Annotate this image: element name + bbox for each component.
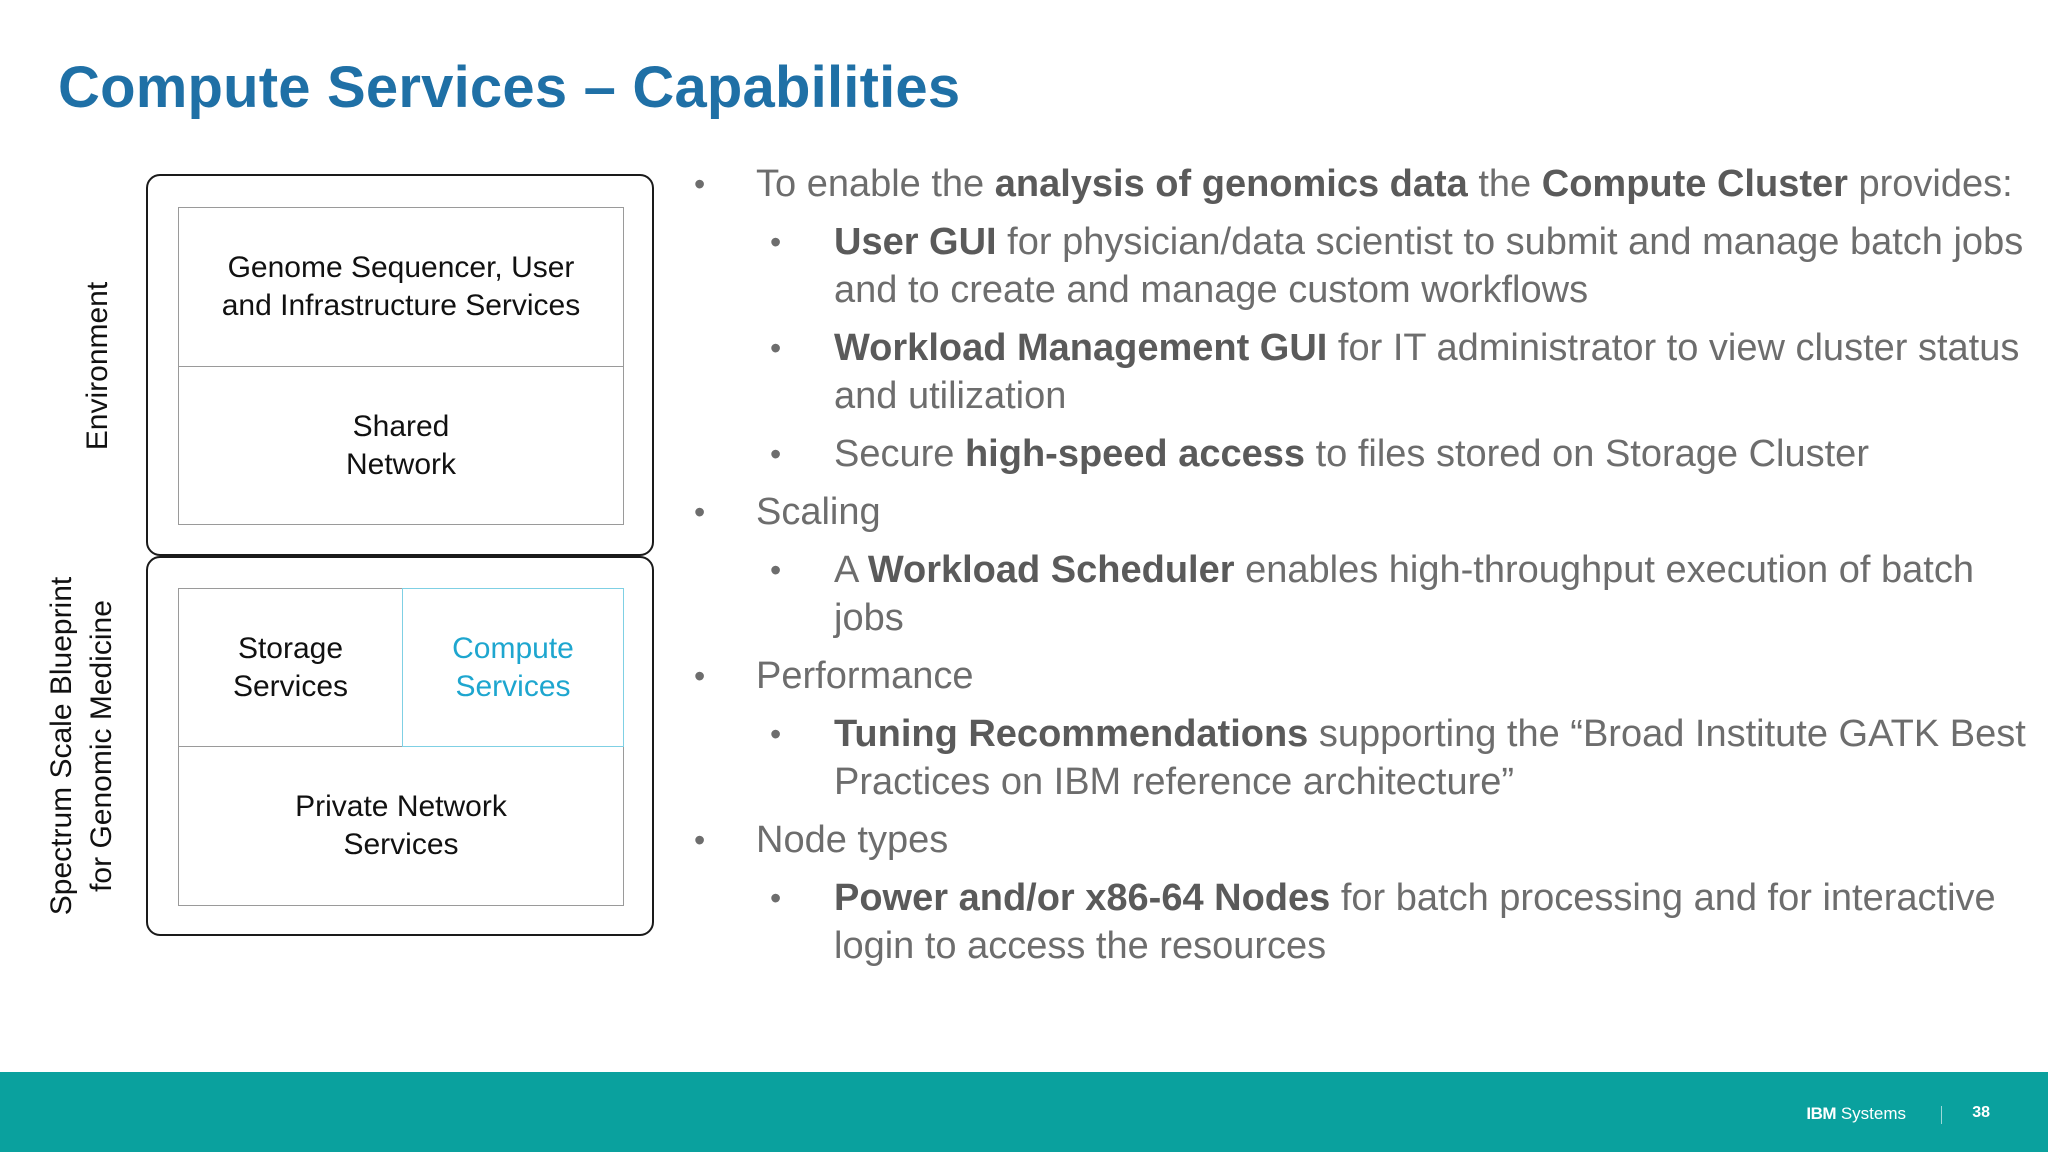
- bullet-text: supporting the “Broad Institute GATK Best Practices on IBM reference architecture”: [834, 713, 2026, 803]
- bullet-dot: •: [770, 880, 782, 916]
- storage-line1: Storage: [237, 631, 344, 665]
- blueprint-label: [42, 496, 122, 996]
- compute-line2: Services: [455, 669, 571, 703]
- bullet-dot: •: [694, 494, 706, 530]
- brand-rest: Systems: [1836, 1104, 1906, 1123]
- slide-title: Compute Services – Capabilities: [58, 55, 961, 120]
- environment-group: [146, 174, 654, 556]
- bullet-text: for physician/data scientist to submit and manage batch jobs and to create and manage custom workflows: [834, 221, 2024, 311]
- bullet-bold: Compute Cluster: [1541, 163, 1848, 205]
- bullet-text: Node types: [756, 819, 949, 861]
- page-number: 38: [1972, 1104, 1990, 1121]
- bullet-dot: •: [770, 552, 782, 588]
- bullet-scaling: [690, 488, 2030, 536]
- shared-line1: Shared: [352, 409, 450, 443]
- bullet-workload-management-gui: [690, 324, 2030, 420]
- bullet-bold: Workload Management GUI: [834, 327, 1328, 369]
- bullet-text: Scaling: [756, 491, 881, 533]
- bullet-compute-cluster: [690, 160, 2030, 208]
- private-line2: Services: [343, 828, 459, 861]
- ibm-systems-logo: [1806, 1104, 1906, 1124]
- bullet-node-types: [690, 816, 2030, 864]
- genome-line2: and Infrastructure Services: [221, 289, 581, 322]
- bullet-dot: •: [770, 224, 782, 260]
- bullet-text: for batch processing and for interactive login to access the resources: [834, 877, 1996, 967]
- bullet-dot: •: [770, 330, 782, 366]
- blueprint-label-line2: for Genomic Medicine: [85, 600, 118, 892]
- bullet-performance: [690, 652, 2030, 700]
- compute-services-box: [402, 588, 624, 747]
- bullet-bold: Workload Scheduler: [867, 549, 1235, 591]
- genome-services-box: [178, 207, 624, 366]
- bullet-high-speed-access: [690, 430, 2030, 478]
- brand-bold: IBM: [1806, 1104, 1837, 1123]
- bullet-user-gui: [690, 218, 2030, 314]
- bullet-dot: •: [770, 436, 782, 472]
- bullet-bold: Tuning Recommendations: [834, 713, 1309, 755]
- bullet-text: for IT administrator to view cluster status and utilization: [834, 327, 2020, 417]
- bullet-text: Secure: [834, 433, 965, 475]
- compute-line1: Compute: [452, 631, 574, 665]
- private-network-box: [178, 747, 624, 906]
- bullet-dot: •: [694, 822, 706, 858]
- bullet-bold: analysis of genomics data: [994, 163, 1468, 205]
- storage-line2: Services: [232, 669, 349, 703]
- private-line1: Private Network: [295, 790, 507, 823]
- blueprint-group: [146, 556, 654, 936]
- footer-divider: [1941, 1106, 1942, 1124]
- capabilities-list: [690, 160, 2030, 980]
- bullet-dot: •: [694, 166, 706, 202]
- bullet-tuning-recommendations: [690, 710, 2030, 806]
- bullet-bold: User GUI: [834, 221, 997, 263]
- bullet-dot: •: [770, 716, 782, 752]
- bullet-bold: Power and/or x86-64 Nodes: [834, 877, 1331, 919]
- bullet-text: the: [1467, 163, 1542, 205]
- bullet-text: Performance: [756, 655, 974, 697]
- environment-label: Environment: [81, 281, 114, 451]
- shared-line2: Network: [345, 447, 457, 481]
- bullet-text: A: [834, 549, 868, 591]
- shared-network-box: [178, 366, 624, 525]
- bullet-text: to files stored on Storage Cluster: [1305, 433, 1869, 475]
- bullet-text: provides:: [1847, 163, 2013, 205]
- bullet-power-x86-nodes: [690, 874, 2030, 970]
- bullet-dot: •: [694, 658, 706, 694]
- footer-bar: [0, 1072, 2048, 1152]
- bullet-text: To enable the: [756, 163, 995, 205]
- storage-services-box: [178, 588, 402, 747]
- bullet-bold: high-speed access: [964, 433, 1306, 475]
- blueprint-label-line1: Spectrum Scale Blueprint: [45, 576, 78, 916]
- bullet-text: enables high-throughput execution of batch jobs: [834, 549, 1974, 639]
- genome-line1: Genome Sequencer, User: [227, 251, 575, 284]
- bullet-workload-scheduler: [690, 546, 2030, 642]
